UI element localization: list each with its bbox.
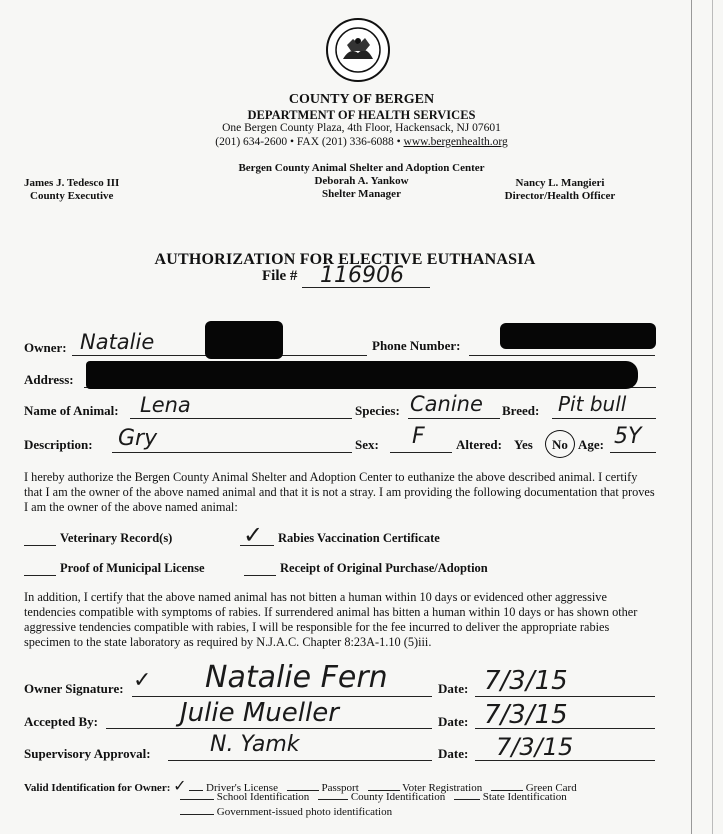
supervisory-approval-label: Supervisory Approval: bbox=[24, 746, 151, 761]
owner-redaction bbox=[205, 321, 283, 359]
shelter-manager-name: Deborah A. Yankow bbox=[314, 175, 409, 187]
altered-no[interactable]: No bbox=[552, 437, 568, 452]
school-id-label: School Identification bbox=[216, 791, 310, 803]
header-phone: (201) 634-2600 • FAX (201) 336-6088 • bbox=[215, 136, 401, 148]
receipt-blank bbox=[244, 575, 276, 576]
supervisory-date[interactable]: 7/3/15 bbox=[496, 733, 574, 761]
voter-registration-label: Voter Registration bbox=[402, 782, 483, 794]
owner-signature[interactable]: Natalie Fern bbox=[205, 660, 388, 695]
drivers-license-label: Driver's License bbox=[206, 782, 278, 794]
accepted-by-label: Accepted By: bbox=[24, 714, 99, 729]
municipal-license-blank bbox=[24, 575, 56, 576]
govt-id-label: Government-issued photo identification bbox=[216, 806, 393, 818]
owner-signature-line bbox=[132, 696, 432, 697]
state-id-blank bbox=[454, 799, 480, 800]
address-redaction bbox=[86, 361, 638, 389]
breed-value[interactable]: Pit bull bbox=[558, 392, 627, 416]
accepted-date-label: Date: bbox=[438, 714, 469, 729]
form-title: AUTHORIZATION FOR ELECTIVE EUTHANASIA bbox=[154, 251, 536, 268]
municipal-license-label: Proof of Municipal License bbox=[60, 561, 205, 575]
id-row-3 bbox=[180, 806, 392, 818]
altered-yes[interactable]: Yes bbox=[514, 437, 533, 452]
county-seal bbox=[325, 17, 391, 83]
animal-name-value[interactable]: Lena bbox=[140, 393, 191, 417]
owner-date-label: Date: bbox=[438, 681, 469, 696]
species-underline bbox=[408, 418, 500, 419]
breed-underline bbox=[552, 418, 656, 419]
species-value[interactable]: Canine bbox=[410, 392, 483, 416]
animal-name-label: Name of Animal: bbox=[24, 403, 119, 418]
altered-label: Altered: bbox=[456, 437, 502, 452]
owner-signature-label: Owner Signature: bbox=[24, 681, 124, 696]
department-name: DEPARTMENT OF HEALTH SERVICES bbox=[247, 108, 476, 122]
health-officer-name: Nancy L. Mangieri bbox=[515, 177, 605, 189]
valid-id-label: Valid Identification for Owner: bbox=[24, 782, 171, 794]
county-executive-title: County Executive bbox=[30, 190, 114, 202]
description-label: Description: bbox=[24, 437, 93, 452]
vet-record-label: Veterinary Record(s) bbox=[60, 531, 173, 545]
description-value[interactable]: Gry bbox=[118, 426, 158, 451]
file-label: File # bbox=[262, 268, 298, 284]
certification-paragraph: In addition, I certify that the above named animal has not bitten a human within 10 days or evidenced other aggressive tendencies compatible with symptoms of rabies. If surrendered animal has bitten a human within 10 days or has shown other aggressive tendencies compatible with rabies, I will be responsible for the fee incurred to deliver the appropriate rabies specimen to the state laboratory as required by N.J.A.C. Chapter 8:23A-1.10 (5)iii. bbox=[24, 590, 638, 649]
age-underline bbox=[610, 452, 656, 453]
health-officer-title: Director/Health Officer bbox=[504, 190, 616, 202]
owner-date[interactable]: 7/3/15 bbox=[484, 666, 568, 696]
drivers-license-check[interactable]: ✓ bbox=[173, 776, 187, 795]
state-id-label: State Identification bbox=[482, 791, 567, 803]
phone-underline bbox=[469, 355, 655, 356]
address-label: Address: bbox=[24, 372, 74, 387]
file-number[interactable]: 116906 bbox=[320, 263, 404, 288]
owner-date-line bbox=[475, 696, 655, 697]
receipt-label: Receipt of Original Purchase/Adoption bbox=[280, 561, 488, 575]
header-website[interactable]: www.bergenhealth.org bbox=[403, 136, 508, 148]
accepted-date[interactable]: 7/3/15 bbox=[484, 700, 568, 730]
owner-label: Owner: bbox=[24, 340, 67, 355]
phone-redaction bbox=[500, 323, 656, 349]
passport-label: Passport bbox=[321, 782, 359, 794]
vet-record-blank bbox=[24, 545, 56, 546]
shelter-manager-title: Shelter Manager bbox=[322, 188, 401, 200]
county-name: COUNTY OF BERGEN bbox=[288, 92, 435, 107]
supervisory-approval-line bbox=[168, 760, 432, 761]
shelter-name: Bergen County Animal Shelter and Adoption Center bbox=[238, 162, 485, 174]
description-underline bbox=[112, 452, 352, 453]
school-id-blank bbox=[180, 799, 214, 800]
sex-underline bbox=[390, 452, 452, 453]
header-address: One Bergen County Plaza, 4th Floor, Hackensack, NJ 07601 bbox=[222, 122, 501, 134]
owner-value[interactable]: Natalie bbox=[80, 330, 155, 354]
phone-label: Phone Number: bbox=[372, 338, 461, 353]
age-label: Age: bbox=[578, 437, 604, 452]
accepted-by-line bbox=[106, 728, 432, 729]
county-id-blank bbox=[318, 799, 348, 800]
altered-no-circle bbox=[545, 430, 575, 458]
sex-value[interactable]: F bbox=[412, 424, 425, 449]
authorization-paragraph: I hereby authorize the Bergen County Animal Shelter and Adoption Center to euthanize the above described animal. I certify that I am the owner of the above named animal and that it is not a stray. I am providing the following documentation that proves I am the owner of the above named animal: bbox=[24, 470, 655, 514]
govt-id-blank bbox=[180, 814, 214, 815]
supervisory-signature[interactable]: N. Yamk bbox=[210, 732, 300, 757]
supervisory-date-label: Date: bbox=[438, 746, 469, 761]
accepted-by-signature[interactable]: Julie Mueller bbox=[180, 698, 339, 728]
owner-signature-check: ✓ bbox=[133, 668, 152, 693]
species-label: Species: bbox=[355, 403, 400, 418]
county-executive-name: James J. Tedesco III bbox=[24, 177, 120, 189]
rabies-cert-check[interactable]: ✓ bbox=[243, 521, 264, 549]
county-id-label: County Identification bbox=[350, 791, 446, 803]
age-value[interactable]: 5Y bbox=[614, 424, 642, 449]
rabies-cert-label: Rabies Vaccination Certificate bbox=[278, 531, 440, 545]
breed-label: Breed: bbox=[502, 403, 540, 418]
sex-label: Sex: bbox=[355, 437, 379, 452]
header-contact bbox=[0, 136, 723, 148]
green-card-label: Green Card bbox=[525, 782, 577, 794]
id-row-2 bbox=[180, 791, 567, 803]
animal-name-underline bbox=[130, 418, 352, 419]
